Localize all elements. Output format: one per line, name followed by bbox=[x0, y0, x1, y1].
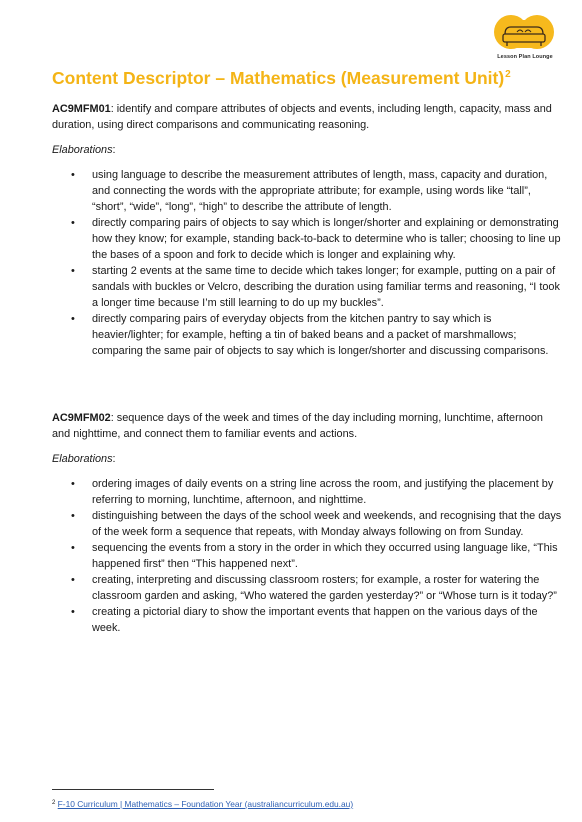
descriptor-description: : identify and compare attributes of objects and events, including length, capacity, mass and duration, using direct comparisons and communicating reasoning. bbox=[52, 103, 552, 131]
descriptor-text bbox=[52, 410, 562, 442]
list-item-text: distinguishing between the days of the school week and weekends, and recognising that the days of the week form a sequence that repeats, with Monday always following on from Sunday. bbox=[92, 510, 562, 538]
list-item bbox=[52, 604, 562, 636]
elaborations-suffix: : bbox=[112, 144, 116, 156]
descriptor-code: AC9MFM01 bbox=[52, 103, 111, 115]
elaborations-suffix: : bbox=[112, 453, 116, 465]
list-item bbox=[52, 572, 562, 604]
footnote-link[interactable]: F-10 Curriculum | Mathematics – Foundation Year (australiancurriculum.edu.au) bbox=[57, 799, 354, 809]
logo-text: Lesson Plan Lounge bbox=[497, 54, 553, 60]
bullet-icon: • bbox=[71, 169, 75, 181]
elaborations-label: Elaborations bbox=[52, 453, 113, 465]
bullet-icon: • bbox=[71, 478, 75, 490]
list-item-text: creating a pictorial diary to show the important events that happen on the various days of the week. bbox=[92, 606, 538, 634]
bullet-icon: • bbox=[71, 265, 75, 277]
elaborations-list bbox=[52, 476, 562, 636]
descriptor-text bbox=[52, 101, 562, 133]
bullet-icon: • bbox=[71, 217, 75, 229]
sofa-icon bbox=[493, 12, 557, 56]
list-item-text: sequencing the events from a story in the order in which they occurred using language like, “This happened first” then “This happened next”. bbox=[92, 542, 558, 570]
list-item-text: using language to describe the measurement attributes of length, mass, capacity and duration, and connecting the words with the appropriate attribute; for example, using words like “tall”, “short”, “wide”, “long”, “high” to describe the attribute of length. bbox=[92, 169, 548, 213]
descriptor-section-2 bbox=[52, 410, 562, 636]
descriptor-section-1 bbox=[52, 101, 562, 359]
list-item-text: ordering images of daily events on a string line across the room, and justifying the placement by referring to morning, lunchtime, afternoon, and nighttime. bbox=[92, 478, 554, 506]
descriptor-description: : sequence days of the week and times of the day including morning, lunchtime, afternoon and nighttime, and connect them to familiar events and actions. bbox=[52, 412, 543, 440]
elaborations-list bbox=[52, 167, 562, 359]
elaborations-label: Elaborations bbox=[52, 144, 113, 156]
list-item-text: starting 2 events at the same time to decide which takes longer; for example, putting on a pair of sandals with buckles or Velcro, describing the duration using familiar terms and reasoning, “I took a longer time because I’m still learning to do up my buckles”. bbox=[92, 265, 560, 309]
list-item bbox=[52, 311, 562, 359]
bullet-icon: • bbox=[71, 606, 75, 618]
list-item-text: directly comparing pairs of objects to say which is longer/shorter and explaining or demonstrating how they know; for example, standing back-to-back to determine who is taller; choosing to line up the bases of a spoon and fork to decide which is longer and explaining why. bbox=[92, 217, 561, 261]
elaborations-heading bbox=[52, 142, 562, 158]
list-item bbox=[52, 263, 562, 311]
list-item bbox=[52, 476, 562, 508]
descriptor-code: AC9MFM02 bbox=[52, 412, 111, 424]
list-item bbox=[52, 540, 562, 572]
lesson-plan-lounge-logo bbox=[493, 12, 557, 62]
footnote-separator bbox=[52, 789, 214, 790]
list-item bbox=[52, 167, 562, 215]
page-title-text: Content Descriptor – Mathematics (Measurement Unit) bbox=[52, 68, 505, 88]
footnote bbox=[52, 797, 353, 810]
bullet-icon: • bbox=[71, 313, 75, 325]
bullet-icon: • bbox=[71, 542, 75, 554]
title-footnote-ref: 2 bbox=[505, 69, 511, 80]
bullet-icon: • bbox=[71, 574, 75, 586]
footnote-number: 2 bbox=[52, 800, 56, 806]
list-item bbox=[52, 508, 562, 540]
list-item-text: creating, interpreting and discussing classroom rosters; for example, a roster for watering the classroom garden and asking, “Who watered the garden yesterday?” or “Whose turn is it today?” bbox=[92, 574, 557, 602]
elaborations-heading bbox=[52, 451, 562, 467]
list-item bbox=[52, 215, 562, 263]
bullet-icon: • bbox=[71, 510, 75, 522]
list-item-text: directly comparing pairs of everyday objects from the kitchen pantry to say which is heavier/lighter; for example, hefting a tin of baked beans and a packet of marshmallows; comparing the same pair of objects to say which is longer/shorter and discussing comparisons. bbox=[92, 313, 549, 357]
page-title bbox=[52, 68, 511, 89]
